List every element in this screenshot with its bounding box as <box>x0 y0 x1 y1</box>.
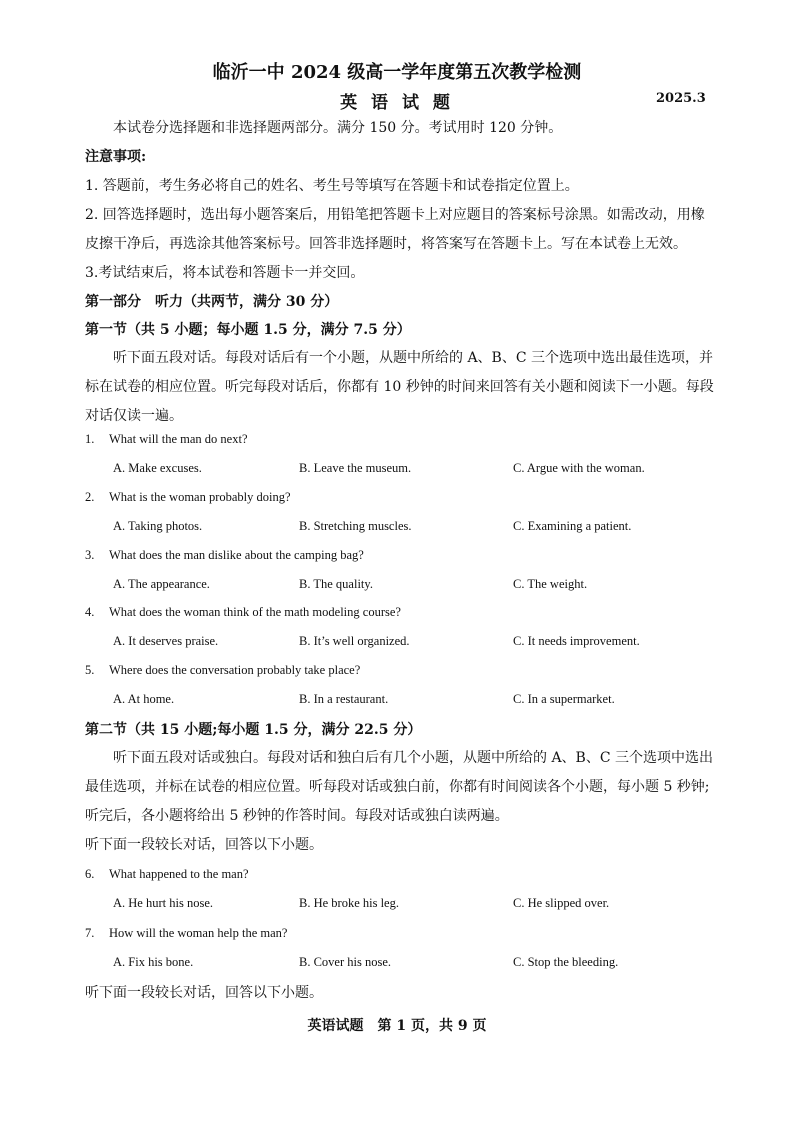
question-number: 4. <box>85 605 95 619</box>
notice-item-1: 1. 答题前，考生务必将自己的姓名、考生号等填写在答题卡和试卷指定位置上。 <box>85 178 579 194</box>
part1-heading: 第一部分 听力（共两节，满分 30 分） <box>85 294 339 310</box>
section2-lead-1: 听下面一段较长对话，回答以下小题。 <box>85 837 323 853</box>
option-b: B. Stretching muscles. <box>299 519 412 533</box>
page-footer: 英语试题 第 1 页，共 9 页 <box>307 1018 487 1034</box>
option-b: B. The quality. <box>299 577 373 591</box>
exam-date: 2025.3 <box>656 91 706 106</box>
section2-heading: 第二节（共 15 小题;每小题 1.5 分，满分 22.5 分） <box>85 722 422 738</box>
option-b: B. Cover his nose. <box>299 955 392 969</box>
option-a: A. Make excuses. <box>113 461 202 475</box>
question-text: Where does the conversation probably take place? <box>109 663 361 677</box>
option-b: B. It’s well organized. <box>299 634 410 648</box>
notice-item-3: 3.考试结束后，将本试卷和答题卡一并交回。 <box>85 265 365 281</box>
option-c: C. In a supermarket. <box>513 692 615 706</box>
question-text: What is the woman probably doing? <box>109 490 291 504</box>
question-number: 7. <box>85 926 95 940</box>
option-a: A. Fix his bone. <box>113 955 194 969</box>
question-3 <box>85 548 364 563</box>
option-a: A. The appearance. <box>113 577 210 591</box>
exam-subtitle: 英 语 试 题 <box>340 93 454 113</box>
question-number: 2. <box>85 490 95 504</box>
question-1 <box>85 432 248 447</box>
option-c: C. Examining a patient. <box>513 519 632 533</box>
option-a: A. Taking photos. <box>113 519 203 533</box>
notice-item-2: 2. 回答选择题时，选出每小题答案后，用铅笔把答题卡上对应题目的答案标号涂黑。如需改动，用橡皮擦干净后，再选涂其他答案标号。回答非选择题时，将答案写在答题卡上。写在本试卷上无效。 <box>85 207 705 252</box>
option-a: A. At home. <box>113 692 175 706</box>
section1-instructions: 听下面五段对话。每段对话后有一个小题，从题中所给的 A、B、C 三个选项中选出最佳选项，并标在试卷的相应位置。听完每段对话后，你都有 10 秒钟的时间来回答有关小题和阅读下一小题。每段对话仅读一遍。 <box>85 350 714 424</box>
option-c: C. Stop the bleeding. <box>513 955 619 969</box>
option-c: C. It needs improvement. <box>513 634 640 648</box>
question-number: 5. <box>85 663 95 677</box>
section2-instructions: 听下面五段对话或独白。每段对话和独白后有几个小题，从题中所给的 A、B、C 三个选项中选出最佳选项，并标在试卷的相应位置。听每段对话或独白前，你都有时间阅读各个小题，每小题 5 秒钟;听完后，各小题将给出 5 秒钟的作答时间。每段对话或独白读两遍。 <box>85 750 714 824</box>
option-a: A. It deserves praise. <box>113 634 219 648</box>
question-5 <box>85 663 360 678</box>
exam-title: 临沂一中 2024 级高一学年度第五次教学检测 <box>212 62 582 83</box>
question-number: 1. <box>85 432 95 446</box>
option-b: B. He broke his leg. <box>299 896 399 910</box>
intro-text: 本试卷分选择题和非选择题两部分。满分 150 分。考试用时 120 分钟。 <box>113 120 563 136</box>
question-text: What happened to the man? <box>109 867 249 881</box>
question-2 <box>85 490 291 505</box>
question-text: What will the man do next? <box>109 432 248 446</box>
section2-lead-2: 听下面一段较长对话，回答以下小题。 <box>85 985 323 1001</box>
option-c: C. The weight. <box>513 577 588 591</box>
question-number: 3. <box>85 548 95 562</box>
question-number: 6. <box>85 867 95 881</box>
question-text: What does the woman think of the math modeling course? <box>109 605 401 619</box>
question-4 <box>85 605 401 620</box>
question-6 <box>85 867 249 882</box>
notice-heading: 注意事项: <box>85 149 147 165</box>
question-text: How will the woman help the man? <box>109 926 288 940</box>
option-b: B. In a restaurant. <box>299 692 389 706</box>
option-c: C. He slipped over. <box>513 896 610 910</box>
option-c: C. Argue with the woman. <box>513 461 645 475</box>
section1-heading: 第一节（共 5 小题；每小题 1.5 分，满分 7.5 分） <box>85 322 411 338</box>
question-7 <box>85 926 287 941</box>
option-a: A. He hurt his nose. <box>113 896 213 910</box>
option-b: B. Leave the museum. <box>299 461 412 475</box>
question-text: What does the man dislike about the camping bag? <box>109 548 364 562</box>
